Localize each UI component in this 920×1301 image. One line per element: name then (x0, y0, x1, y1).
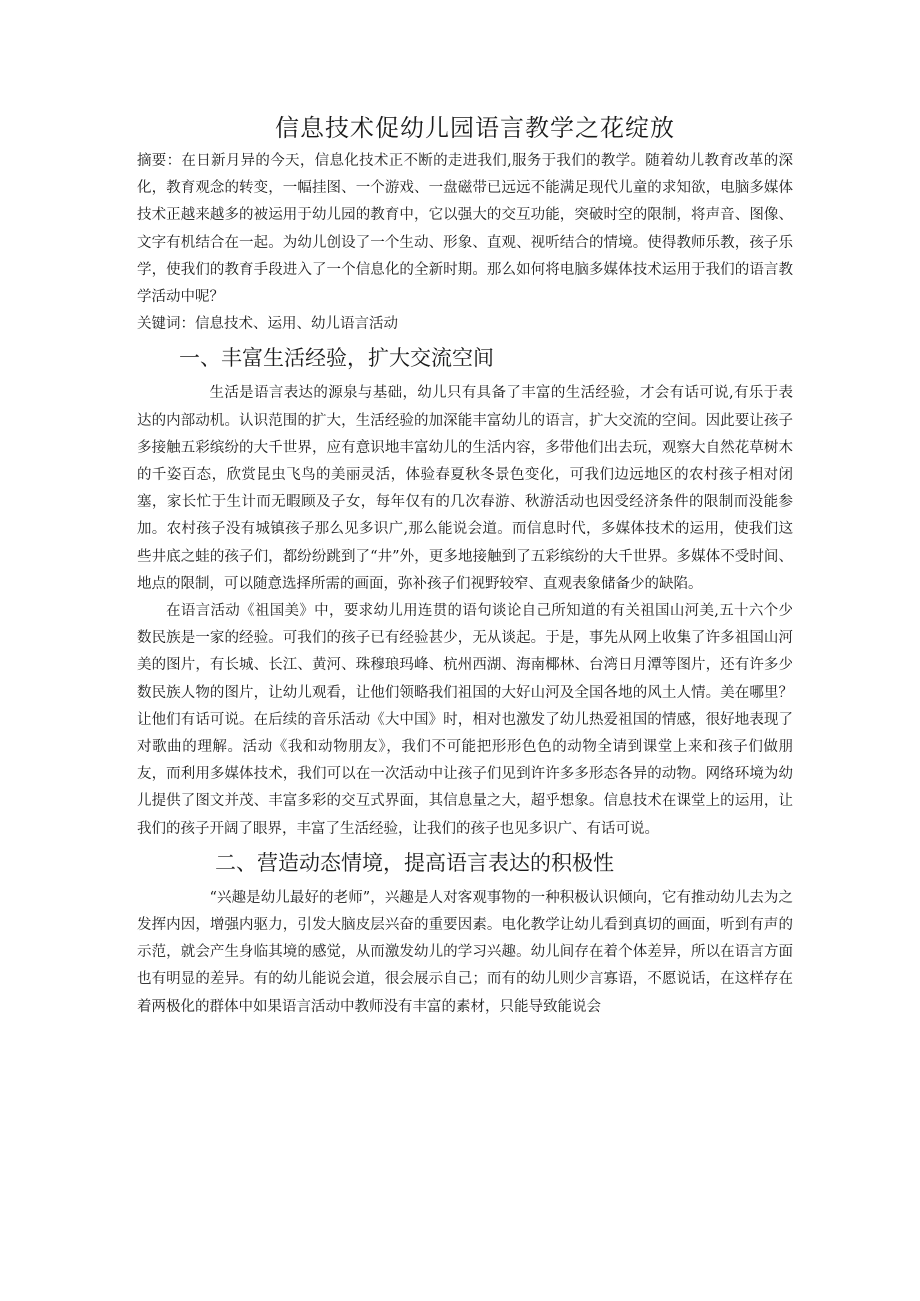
keywords-line: 关键词：信息技术、运用、幼儿语言活动 (137, 316, 398, 333)
section-1-paragraph-1: 生活是语言表达的源泉与基础，幼儿只有具备了丰富的生活经验，才会有话可说,有乐于表达的内部动机。认识范围的扩大，生活经验的加深能丰富幼儿的语言，扩大交流的空间。因此要让孩子多接触五彩缤纷的大千世界，应有意识地丰富幼儿的生活内容，多带他们出去玩，观察大自然花草树木的千姿百态，欣赏昆虫飞鸟的美丽灵活，体验春夏秋冬景色变化，可我们边远地区的农村孩子相对闭塞，家长忙于生计而无暇顾及子女，每年仅有的几次春游、秋游活动也因受经济条件的限制而没能参加。农村孩子没有城镇孩子那么见多识广,那么能说会道。而信息时代，多媒体技术的运用，使我们这些井底之蛙的孩子们，都纷纷跳到了“井”外，更多地接触到了五彩缤纷的大千世界。多媒体不受时间、地点的限制，可以随意选择所需的画面，弥补孩子们视野较窄、直观表象储备少的缺陷。 (137, 385, 793, 592)
document-title: 信息技术促幼儿园语言教学之花绽放 (275, 114, 675, 142)
section-2-heading: 二、营造动态情境，提高语言表达的积极性 (215, 850, 614, 875)
document-page (137, 108, 793, 1021)
section-2-paragraph-1: “兴趣是幼儿最好的老师”，兴趣是人对客观事物的一种积极认识倾向，它有推动幼儿去为之发挥内因，增强内驱力，引发大脑皮层兴奋的重要因素。电化教学让幼儿看到真切的画面，听到有声的示范，就会产生身临其境的感觉，从而激发幼儿的学习兴趣。幼儿间存在着个体差异，所以在语言方面也有明显的差异。有的幼儿能说会道，很会展示自己；而有的幼儿则少言寡语，不愿说话，在这样存在着两极化的群体中如果语言活动中教师没有丰富的素材，只能导致能说会 (137, 889, 793, 1015)
abstract-paragraph: 摘要：在日新月异的今天，信息化技术正不断的走进我们,服务于我们的教学。随着幼儿教育改革的深化，教育观念的转变，一幅挂图、一个游戏、一盘磁带已远远不能满足现代儿童的求知欲，电脑多媒体技术正越来越多的被运用于幼儿园的教育中，它以强大的交互功能，突破时空的限制，将声音、图像、文字有机结合在一起。为幼儿创设了一个生动、形象、直观、视听结合的情境。使得教师乐教，孩子乐学，使我们的教育手段进入了一个信息化的全新时期。那么如何将电脑多媒体技术运用于我们的语言教学活动中呢？ (137, 153, 793, 306)
section-1-paragraph-2: 在语言活动《祖国美》中，要求幼儿用连贯的语句谈论自己所知道的有关祖国山河美,五十六个少数民族是一家的经验。可我们的孩子已有经验甚少，无从谈起。于是，事先从网上收集了许多祖国山河美的图片，有长城、长江、黄河、珠穆琅玛峰、杭州西湖、海南椰林、台湾日月潭等图片，还有许多少数民族人物的图片，让幼儿观看，让他们领略我们祖国的大好山河及全国各地的风土人情。美在哪里？让他们有话可说。在后续的音乐活动《大中国》时，相对也激发了幼儿热爱祖国的情感，很好地表现了对歌曲的理解。活动《我和动物朋友》，我们不可能把形形色色的动物全请到课堂上来和孩子们做朋友，而利用多媒体技术，我们可以在一次活动中让孩子们见到许许多多形态各异的动物。网络环境为幼儿提供了图文并茂、丰富多彩的交互式界面，其信息量之大，超乎想象。信息技术在课堂上的运用，让我们的孩子开阔了眼界，丰富了生活经验，让我们的孩子也见多识广、有话可说。 (137, 603, 793, 837)
section-1-heading: 一、丰富生活经验，扩大交流空间 (179, 346, 494, 371)
